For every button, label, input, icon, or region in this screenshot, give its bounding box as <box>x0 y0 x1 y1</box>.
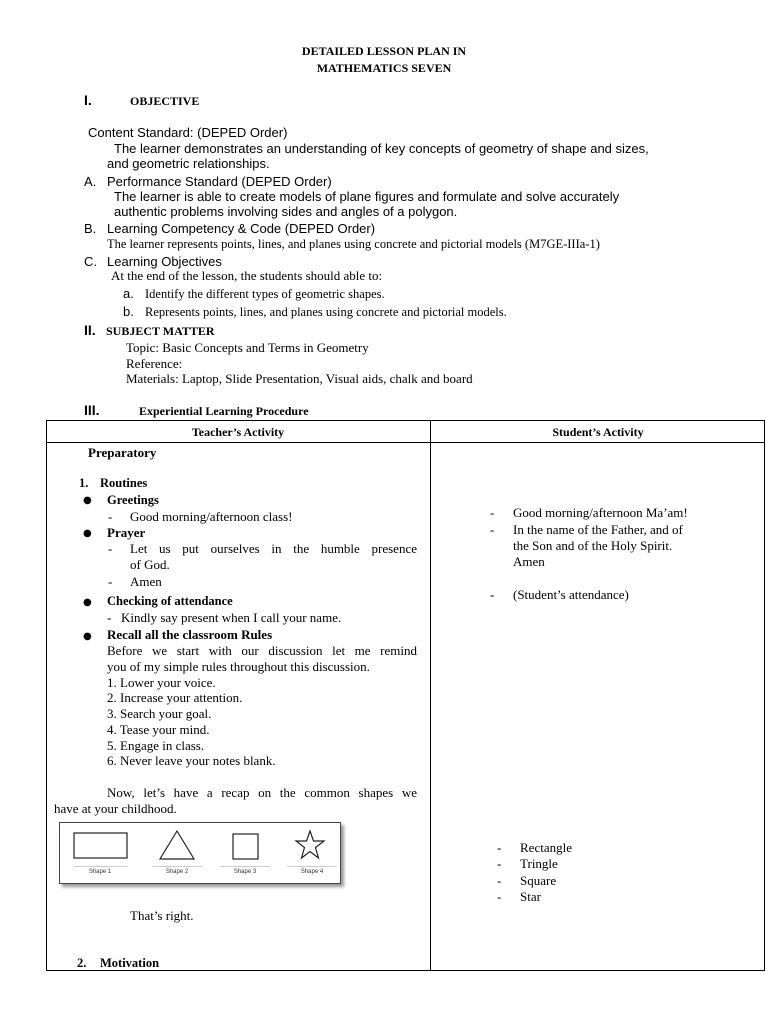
greetings-line: Good morning/afternoon class! <box>130 509 293 524</box>
objective-heading: OBJECTIVE <box>130 94 200 108</box>
rule-item: 4. Tease your mind. <box>107 722 210 737</box>
prayer-bullet: ● <box>83 528 92 539</box>
prayer-heading: Prayer <box>107 525 146 540</box>
performance-marker: A. <box>84 174 97 189</box>
square-shape <box>233 834 258 859</box>
star-shape <box>296 831 324 858</box>
performance-standard-text-1: The learner is able to create models of plane figures and formulate and solve accurately <box>114 189 620 204</box>
objectives-intro: At the end of the lesson, the students should able to: <box>111 268 383 283</box>
student-shape-dash: - <box>497 873 502 888</box>
rules-intro-2: you of my simple rules throughout this discussion. <box>107 659 370 674</box>
shapes-image <box>59 822 341 884</box>
student-prayer-3: Amen <box>513 554 545 569</box>
student-prayer-1: In the name of the Father, and of <box>513 522 683 537</box>
objective-a: Identify the different types of geometric shapes. <box>145 287 385 301</box>
table-header-divider <box>46 442 765 443</box>
student-shape-answer: Tringle <box>520 856 558 871</box>
content-standard-text-2: and geometric relationships. <box>107 156 270 171</box>
objectives-label: Learning Objectives <box>107 254 222 269</box>
greetings-bullet: ● <box>83 495 92 506</box>
attendance-bullet: ● <box>83 597 92 608</box>
student-shape-answer: Rectangle <box>520 840 572 855</box>
prayer-dash: - <box>108 541 113 556</box>
shape-caption: Shape 4 <box>300 869 324 875</box>
performance-standard-text-2: authentic problems involving sides and angles of a polygon. <box>114 204 458 219</box>
competency-text: The learner represents points, lines, and planes using concrete and pictorial models (M7GE-IIIa-1) <box>107 237 600 251</box>
rule-item: 5. Engage in class. <box>107 738 205 753</box>
prayer-amen-dash: - <box>108 574 113 589</box>
objective-a-marker: a. <box>123 286 134 301</box>
routines-heading: Routines <box>100 476 148 490</box>
motivation-number: 2. <box>77 956 87 970</box>
objective-numeral: I. <box>84 92 92 108</box>
motivation-heading: Motivation <box>100 956 160 970</box>
greetings-dash: - <box>108 509 113 524</box>
prayer-line-2: of God. <box>130 557 170 572</box>
student-shape-dash: - <box>497 889 502 904</box>
prayer-amen: Amen <box>130 574 162 589</box>
student-prayer-2: the Son and of the Holy Spirit. <box>513 538 673 553</box>
rule-item: 3. Search your goal. <box>107 706 212 721</box>
rule-item: 2. Increase your attention. <box>107 690 243 705</box>
performance-standard-label: Performance Standard (DEPED Order) <box>107 174 332 189</box>
student-shape-answer: Star <box>520 889 541 904</box>
procedure-heading: Experiential Learning Procedure <box>139 404 309 418</box>
table-column-divider <box>430 420 431 971</box>
thats-right: That’s right. <box>130 908 194 923</box>
teacher-column-header: Teacher’s Activity <box>191 425 285 439</box>
attendance-heading: Checking of attendance <box>107 594 233 608</box>
routines-number: 1. <box>79 476 89 490</box>
student-shape-dash: - <box>497 840 502 855</box>
rectangle-shape <box>74 833 127 858</box>
attendance-line: Kindly say present when I call your name. <box>121 610 342 625</box>
topic: Topic: Basic Concepts and Terms in Geometry <box>126 340 369 355</box>
shape-caption-rule <box>74 866 127 867</box>
competency-marker: B. <box>84 221 97 236</box>
preparatory-heading: Preparatory <box>88 445 157 460</box>
content-standard-text-1: The learner demonstrates an understanding of key concepts of geometry of shape and sizes, <box>114 141 649 156</box>
prayer-line-1: Let us put ourselves in the humble presence <box>130 541 417 556</box>
student-shape-dash: - <box>497 856 502 871</box>
competency-label: Learning Competency & Code (DEPED Order) <box>107 221 376 236</box>
rule-item: 6. Never leave your notes blank. <box>107 753 276 768</box>
objective-b: Represents points, lines, and planes using concrete and pictorial models. <box>145 305 507 319</box>
student-attendance: (Student’s attendance) <box>513 587 629 602</box>
shape-caption-rule <box>287 866 337 867</box>
recap-line-1: Now, let’s have a recap on the common shapes we <box>107 785 417 800</box>
reference: Reference: <box>126 356 183 371</box>
content-standard-label: Content Standard: (DEPED Order) <box>88 125 288 140</box>
doc-title-line2: MATHEMATICS SEVEN <box>316 61 452 75</box>
rules-bullet: ● <box>83 631 92 642</box>
rule-item: 1. Lower your voice. <box>107 675 216 690</box>
objective-b-marker: b. <box>123 304 134 319</box>
materials: Materials: Laptop, Slide Presentation, Visual aids, chalk and board <box>126 371 473 386</box>
shape-caption: Shape 1 <box>88 869 112 875</box>
rules-heading: Recall all the classroom Rules <box>107 627 273 642</box>
student-attendance-dash: - <box>490 587 495 602</box>
rules-intro-1: Before we start with our discussion let me remind <box>107 643 417 658</box>
greetings-heading: Greetings <box>107 493 159 507</box>
recap-line-2: have at your childhood. <box>54 801 177 816</box>
subject-matter-heading: SUBJECT MATTER <box>106 324 215 338</box>
attendance-dash: - <box>107 610 112 625</box>
shape-caption: Shape 3 <box>233 869 257 875</box>
student-shape-answer: Square <box>520 873 557 888</box>
objectives-marker: C. <box>84 254 97 269</box>
triangle-shape <box>160 831 194 859</box>
shape-caption-rule <box>152 866 202 867</box>
shape-caption-rule <box>220 866 270 867</box>
doc-title-line1: DETAILED LESSON PLAN IN <box>301 44 467 58</box>
student-greeting: Good morning/afternoon Ma’am! <box>513 505 688 520</box>
student-prayer-dash: - <box>490 522 495 537</box>
subject-matter-numeral: II. <box>84 322 96 338</box>
shape-caption: Shape 2 <box>165 869 189 875</box>
student-column-header: Student’s Activity <box>552 425 644 439</box>
procedure-numeral: III. <box>84 402 100 418</box>
student-greeting-dash: - <box>490 505 495 520</box>
